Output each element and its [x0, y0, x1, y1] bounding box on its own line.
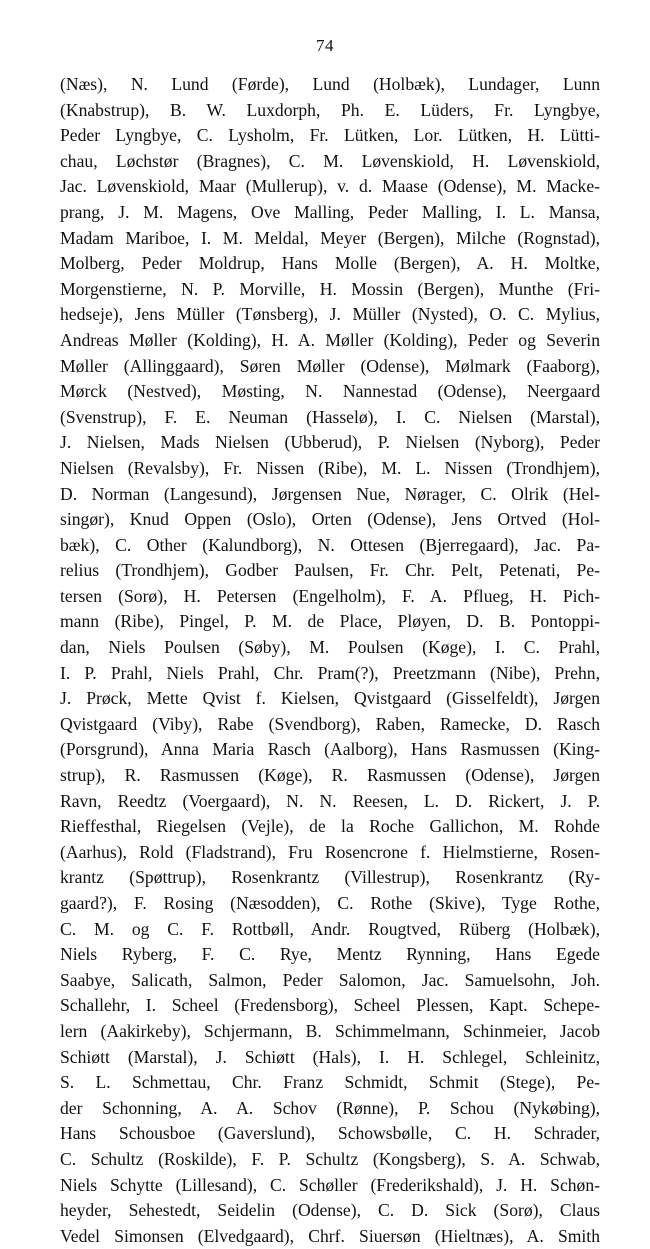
page-number: 74: [316, 36, 334, 55]
text-line: dan, Niels Poulsen (Søby), M. Poulsen (Køge), I. C. Prahl,: [60, 637, 600, 658]
text-line: (Knabstrup), B. W. Luxdorph, Ph. E. Lüders, Fr. Lyngbye,: [60, 99, 600, 120]
text-line: (Svenstrup), F. E. Neuman (Hasselø), I. C. Nielsen (Marstal),: [60, 406, 600, 427]
text-line: chau, Løchstør (Bragnes), C. M. Løvenskiold, H. Løvenskiold,: [60, 150, 600, 171]
text-line: strup), R. Rasmussen (Køge), R. Rasmussen (Odense), Jørgen: [60, 765, 600, 786]
text-line: Ravn, Reedtz (Voergaard), N. N. Reesen, L. D. Rickert, J. P.: [60, 790, 600, 811]
text-line: bæk), C. Other (Kalundborg), N. Ottesen (Bjerregaard), Jac. Pa-: [60, 534, 600, 555]
text-line: mann (Ribe), Pingel, P. M. de Place, Pløyen, D. B. Pontoppi-: [60, 611, 600, 632]
text-line: C. M. og C. F. Rottbøll, Andr. Rougtved, Rüberg (Holbæk),: [60, 918, 600, 939]
text-line: (Aarhus), Rold (Fladstrand), Fru Rosencrone f. Hielmstierne, Rosen-: [60, 841, 600, 862]
text-line: (Porsgrund), Anna Maria Rasch (Aalborg), Hans Rasmussen (King-: [60, 739, 600, 760]
text-line: (Næs), N. Lund (Førde), Lund (Holbæk), Lundager, Lunn: [60, 74, 600, 94]
text-line: relius (Trondhjem), Godber Paulsen, Fr. Chr. Pelt, Petenati, Pe-: [60, 560, 600, 581]
text-line: Nielsen (Revalsby), Fr. Nissen (Ribe), M. L. Nissen (Trondhjem),: [60, 457, 600, 478]
text-line: Niels Schytte (Lillesand), C. Schøller (Frederikshald), J. H. Schøn-: [60, 1174, 600, 1195]
text-line: Madam Mariboe, I. M. Meldal, Meyer (Bergen), Milche (Rognstad),: [60, 227, 600, 248]
text-line: D. Norman (Langesund), Jørgensen Nue, Nørager, C. Olrik (Hel-: [60, 483, 600, 504]
text-line: Qvistgaard (Viby), Rabe (Svendborg), Raben, Ramecke, D. Rasch: [60, 713, 600, 734]
text-line: Jac. Løvenskiold, Maar (Mullerup), v. d. Maase (Odense), M. Macke-: [60, 176, 600, 197]
text-line: Schallehr, I. Scheel (Fredensborg), Scheel Plessen, Kapt. Schepe-: [60, 995, 600, 1016]
text-line: gaard?), F. Rosing (Næsodden), C. Rothe (Skive), Tyge Rothe,: [60, 893, 600, 913]
text-line: Schiøtt (Marstal), J. Schiøtt (Hals), I. H. Schlegel, Schleinitz,: [60, 1046, 600, 1067]
text-line: der Schonning, A. A. Schov (Rønne), P. Schou (Nykøbing),: [60, 1097, 600, 1118]
text-line: Andreas Møller (Kolding), H. A. Møller (Kolding), Peder og Severin: [60, 329, 600, 350]
text-line: S. L. Schmettau, Chr. Franz Schmidt, Schmit (Stege), Pe-: [60, 1072, 600, 1093]
text-line: Vedel Simonsen (Elvedgaard), Chrf. Siuersøn (Hieltnæs), A. Smith: [60, 1225, 600, 1246]
text-line: C. Schultz (Roskilde), F. P. Schultz (Kongsberg), S. A. Schwab,: [60, 1148, 600, 1169]
text-line: lern (Aakirkeby), Schjermann, B. Schimmelmann, Schinmeier, Jacob: [60, 1020, 600, 1041]
text-line: Mørck (Nestved), Møsting, N. Nannestad (Odense), Neergaard: [60, 381, 600, 402]
text-line: tersen (Sorø), H. Petersen (Engelholm), F. A. Pflueg, H. Pich-: [60, 585, 600, 606]
text-line: Morgenstierne, N. P. Morville, H. Mossin (Bergen), Munthe (Fri-: [60, 278, 600, 299]
text-line: J. Prøck, Mette Qvist f. Kielsen, Qvistgaard (Gisselfeldt), Jørgen: [60, 688, 600, 709]
text-line: Niels Ryberg, F. C. Rye, Mentz Rynning, Hans Egede: [60, 944, 600, 965]
text-line: hedseje), Jens Müller (Tønsberg), J. Müller (Nysted), O. C. Mylius,: [60, 304, 600, 325]
text-line: Hans Schousboe (Gaverslund), Schowsbølle, C. H. Schrader,: [60, 1123, 600, 1144]
text-line: J. Nielsen, Mads Nielsen (Ubberud), P. Nielsen (Nyborg), Peder: [60, 432, 600, 453]
text-line: Peder Lyngbye, C. Lysholm, Fr. Lütken, Lor. Lütken, H. Lütti-: [60, 125, 600, 146]
text-line: singør), Knud Oppen (Oslo), Orten (Odense), Jens Ortved (Hol-: [60, 509, 600, 530]
text-line: Molberg, Peder Moldrup, Hans Molle (Bergen), A. H. Moltke,: [60, 253, 600, 274]
body-text: [60, 72, 600, 1249]
text-line: krantz (Spøttrup), Rosenkrantz (Villestrup), Rosenkrantz (Ry-: [60, 867, 600, 888]
text-line: Saabye, Salicath, Salmon, Peder Salomon, Jac. Samuelsohn, Joh.: [60, 969, 600, 990]
text-line: I. P. Prahl, Niels Prahl, Chr. Pram(?), Preetzmann (Nibe), Prehn,: [60, 662, 600, 683]
text-line: Rieffesthal, Riegelsen (Vejle), de la Roche Gallichon, M. Rohde: [60, 816, 600, 837]
text-line: prang, J. M. Magens, Ove Malling, Peder Malling, I. L. Mansa,: [60, 201, 600, 222]
text-line: heyder, Sehestedt, Seidelin (Odense), C. D. Sick (Sorø), Claus: [60, 1200, 600, 1221]
text-line: Møller (Allinggaard), Søren Møller (Odense), Mølmark (Faaborg),: [60, 355, 600, 376]
